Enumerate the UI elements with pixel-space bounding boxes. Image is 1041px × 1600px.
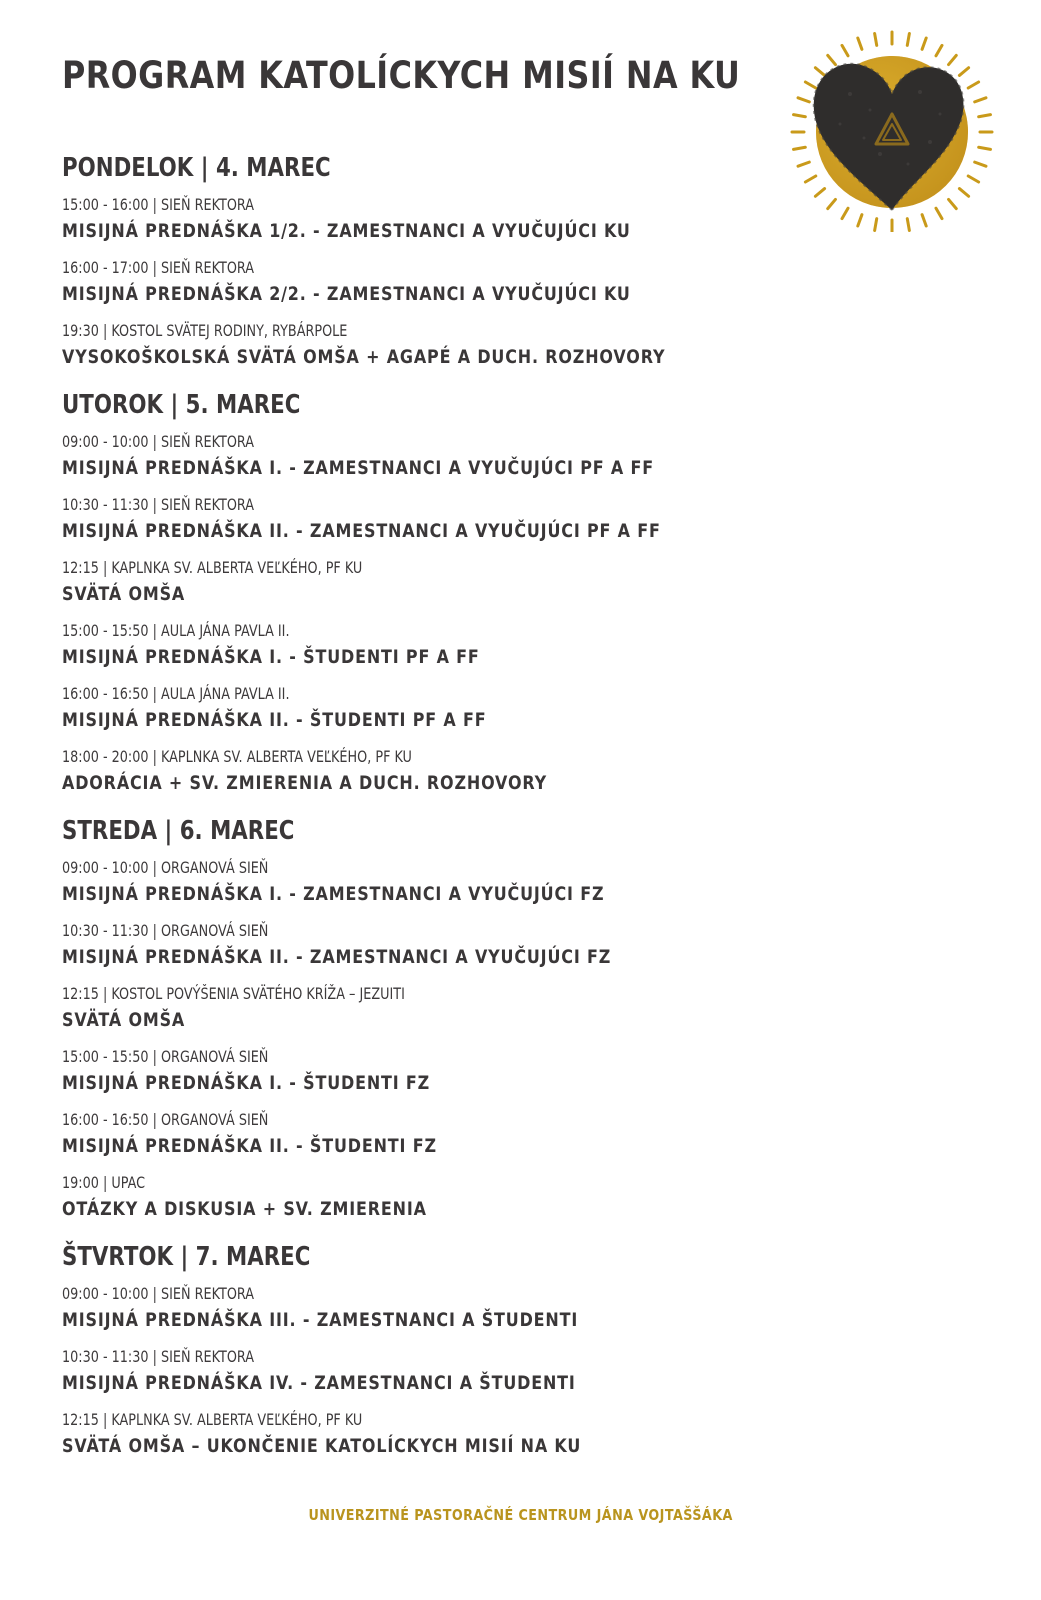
event-time-location: 09:00 - 10:00 | SIEŇ REKTORA <box>62 432 255 451</box>
event-time-location: 10:30 - 11:30 | SIEŇ REKTORA <box>62 1347 255 1366</box>
event-title: MISIJNÁ PREDNÁŠKA III. - ZAMESTNANCI A ŠTUDENTI <box>62 1309 579 1331</box>
event-item <box>62 983 762 1046</box>
event-time-location: 09:00 - 10:00 | SIEŇ REKTORA <box>62 1284 255 1303</box>
event-title: MISIJNÁ PREDNÁŠKA II. - ŠTUDENTI PF A FF <box>62 709 487 731</box>
event-item <box>62 557 762 620</box>
day-heading: STREDA | 6. MAREC <box>62 816 295 846</box>
event-title: SVÄTÁ OMŠA – UKONČENIE KATOLÍCKYCH MISIÍ NA KU <box>62 1435 582 1457</box>
event-title: MISIJNÁ PREDNÁŠKA I. - ŠTUDENTI FZ <box>62 1072 431 1094</box>
event-item <box>62 1409 762 1472</box>
event-title: MISIJNÁ PREDNÁŠKA 1/2. - ZAMESTNANCI A VYUČUJÚCI KU <box>62 220 631 242</box>
event-item <box>62 1172 762 1235</box>
event-item <box>62 620 762 683</box>
page-title: PROGRAM KATOLÍCKYCH MISIÍ NA KU <box>62 54 741 97</box>
event-time-location: 16:00 - 16:50 | AULA JÁNA PAVLA II. <box>62 684 290 703</box>
event-title: MISIJNÁ PREDNÁŠKA 2/2. - ZAMESTNANCI A VYUČUJÚCI KU <box>62 283 631 305</box>
event-time-location: 12:15 | KAPLNKA SV. ALBERTA VEĽKÉHO, PF KU <box>62 558 363 577</box>
event-time-location: 18:00 - 20:00 | KAPLNKA SV. ALBERTA VEĽKÉHO, PF KU <box>62 747 412 766</box>
event-item <box>62 1283 762 1346</box>
event-title: MISIJNÁ PREDNÁŠKA II. - ZAMESTNANCI A VYUČUJÚCI PF A FF <box>62 520 661 542</box>
event-title: SVÄTÁ OMŠA <box>62 583 186 605</box>
event-time-location: 15:00 - 15:50 | ORGANOVÁ SIEŇ <box>62 1047 269 1066</box>
day-heading: PONDELOK | 4. MAREC <box>62 153 331 183</box>
event-item <box>62 320 762 383</box>
day-section <box>62 809 762 1235</box>
day-section <box>62 146 762 383</box>
event-title: VYSOKOŠKOLSKÁ SVÄTÁ OMŠA + AGAPÉ A DUCH. ROZHOVORY <box>62 346 666 368</box>
event-item <box>62 431 762 494</box>
event-title: SVÄTÁ OMŠA <box>62 1009 186 1031</box>
schedule <box>62 146 762 1472</box>
event-title: MISIJNÁ PREDNÁŠKA I. - ZAMESTNANCI A VYUČUJÚCI FZ <box>62 883 605 905</box>
event-time-location: 10:30 - 11:30 | ORGANOVÁ SIEŇ <box>62 921 269 940</box>
event-time-location: 16:00 - 16:50 | ORGANOVÁ SIEŇ <box>62 1110 269 1129</box>
event-item <box>62 746 762 809</box>
event-time-location: 19:00 | UPAC <box>62 1173 146 1192</box>
event-item <box>62 857 762 920</box>
event-item <box>62 1346 762 1409</box>
event-item <box>62 194 762 257</box>
event-time-location: 12:15 | KOSTOL POVÝŠENIA SVÄTÉHO KRÍŽA – JEZUITI <box>62 984 405 1003</box>
event-item <box>62 683 762 746</box>
event-item <box>62 1109 762 1172</box>
event-title: MISIJNÁ PREDNÁŠKA IV. - ZAMESTNANCI A ŠTUDENTI <box>62 1372 576 1394</box>
event-title: MISIJNÁ PREDNÁŠKA I. - ZAMESTNANCI A VYUČUJÚCI PF A FF <box>62 457 654 479</box>
day-section <box>62 1235 762 1472</box>
day-heading: ŠTVRTOK | 7. MAREC <box>62 1242 311 1272</box>
event-title: OTÁZKY A DISKUSIA + SV. ZMIERENIA <box>62 1198 427 1220</box>
event-title: ADORÁCIA + SV. ZMIERENIA A DUCH. ROZHOVORY <box>62 772 548 794</box>
heart-sun-logo-icon <box>780 14 998 232</box>
event-time-location: 19:30 | KOSTOL SVÄTEJ RODINY, RYBÁRPOLE <box>62 321 348 340</box>
event-item <box>62 1046 762 1109</box>
event-time-location: 09:00 - 10:00 | ORGANOVÁ SIEŇ <box>62 858 269 877</box>
event-time-location: 15:00 - 15:50 | AULA JÁNA PAVLA II. <box>62 621 290 640</box>
event-title: MISIJNÁ PREDNÁŠKA I. - ŠTUDENTI PF A FF <box>62 646 480 668</box>
day-section <box>62 383 762 809</box>
event-time-location: 10:30 - 11:30 | SIEŇ REKTORA <box>62 495 255 514</box>
event-item <box>62 257 762 320</box>
footer-text: UNIVERZITNÉ PASTORAČNÉ CENTRUM JÁNA VOJTAŠŠÁKA <box>308 1506 733 1524</box>
day-heading: UTOROK | 5. MAREC <box>62 390 301 420</box>
event-time-location: 12:15 | KAPLNKA SV. ALBERTA VEĽKÉHO, PF KU <box>62 1410 363 1429</box>
event-time-location: 16:00 - 17:00 | SIEŇ REKTORA <box>62 258 255 277</box>
event-time-location: 15:00 - 16:00 | SIEŇ REKTORA <box>62 195 255 214</box>
event-title: MISIJNÁ PREDNÁŠKA II. - ŠTUDENTI FZ <box>62 1135 437 1157</box>
footer <box>0 1506 1041 1524</box>
event-title: MISIJNÁ PREDNÁŠKA II. - ZAMESTNANCI A VYUČUJÚCI FZ <box>62 946 612 968</box>
event-item <box>62 920 762 983</box>
event-item <box>62 494 762 557</box>
